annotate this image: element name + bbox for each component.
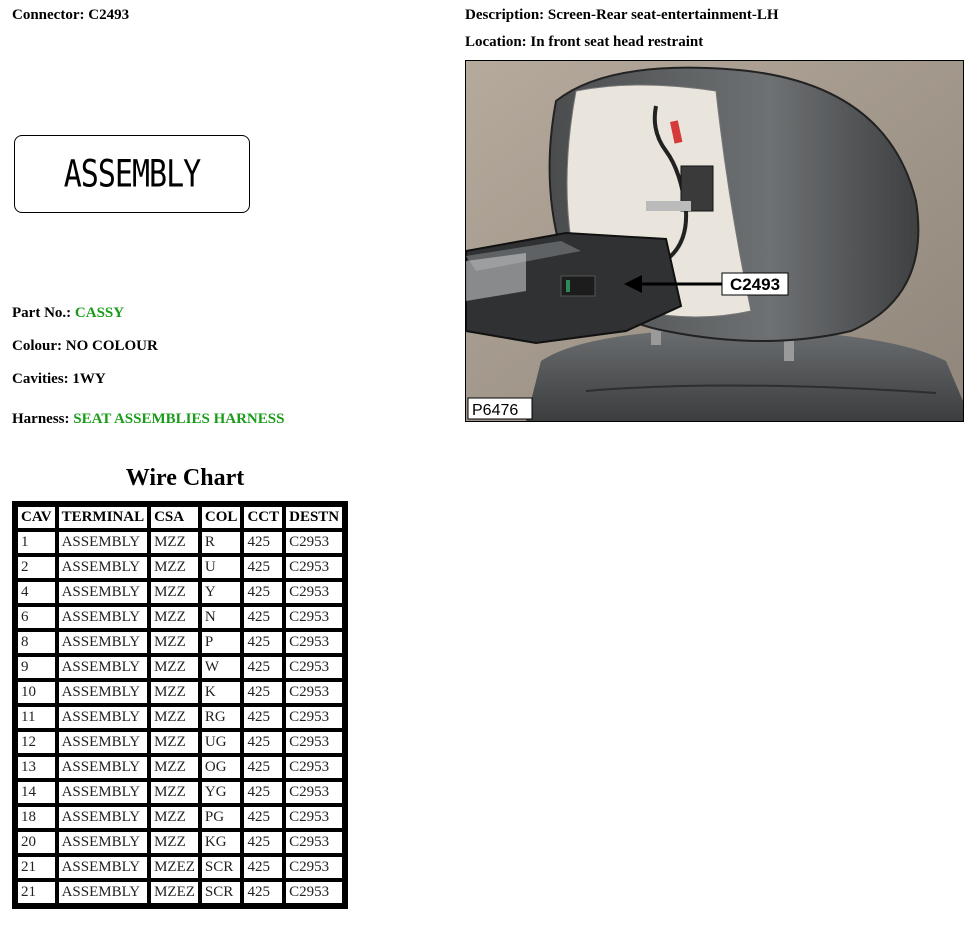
cavities-value: 1WY [72, 371, 106, 387]
table-cell-cct: 425 [243, 581, 283, 604]
table-cell-cav: 14 [17, 781, 56, 804]
table-row [17, 556, 343, 579]
table-cell-col: R [201, 531, 242, 554]
table-cell-col: SCR [201, 856, 242, 879]
table-cell-cct: 425 [243, 631, 283, 654]
table-cell-destn: C2953 [285, 531, 343, 554]
assembly-box-text: ASSEMBLY [63, 152, 201, 196]
column-header-col: COL [201, 506, 242, 529]
table-cell-col: P [201, 631, 242, 654]
table-cell-col: YG [201, 781, 242, 804]
table-cell-csa: MZZ [150, 756, 199, 779]
description-value: Screen-Rear seat-entertainment-LH [547, 7, 779, 23]
table-cell-destn: C2953 [285, 656, 343, 679]
description-label: Description: [465, 7, 545, 23]
table-cell-csa: MZZ [150, 631, 199, 654]
colour-line [12, 337, 158, 355]
table-row [17, 781, 343, 804]
table-cell-cct: 425 [243, 556, 283, 579]
colour-label: Colour: [12, 338, 62, 354]
table-cell-cav: 8 [17, 631, 56, 654]
table-cell-destn: C2953 [285, 881, 343, 904]
connector-value: C2493 [88, 7, 130, 23]
table-row [17, 706, 343, 729]
table-row [17, 881, 343, 904]
table-cell-col: SCR [201, 881, 242, 904]
location-value: In front seat head restraint [530, 34, 704, 50]
table-cell-col: U [201, 556, 242, 579]
table-cell-csa: MZZ [150, 581, 199, 604]
table-cell-col: OG [201, 756, 242, 779]
harness-line [12, 410, 284, 428]
location-label: Location: [465, 34, 527, 50]
table-row [17, 656, 343, 679]
table-cell-col: PG [201, 806, 242, 829]
harness-label: Harness: [12, 411, 70, 427]
table-row [17, 856, 343, 879]
table-cell-terminal: ASSEMBLY [58, 806, 149, 829]
table-cell-destn: C2953 [285, 706, 343, 729]
table-cell-destn: C2953 [285, 781, 343, 804]
table-row [17, 531, 343, 554]
table-cell-cav: 21 [17, 856, 56, 879]
table-cell-cav: 4 [17, 581, 56, 604]
table-cell-destn: C2953 [285, 606, 343, 629]
table-cell-col: K [201, 681, 242, 704]
table-cell-cav: 10 [17, 681, 56, 704]
table-row [17, 731, 343, 754]
table-cell-destn: C2953 [285, 631, 343, 654]
table-cell-cav: 1 [17, 531, 56, 554]
table-row [17, 606, 343, 629]
table-cell-cav: 2 [17, 556, 56, 579]
table-cell-csa: MZZ [150, 831, 199, 854]
table-cell-destn: C2953 [285, 681, 343, 704]
table-cell-cav: 18 [17, 806, 56, 829]
connector-location-photo [465, 60, 964, 422]
table-cell-destn: C2953 [285, 556, 343, 579]
location-line [465, 33, 703, 51]
table-cell-terminal: ASSEMBLY [58, 681, 149, 704]
table-cell-terminal: ASSEMBLY [58, 831, 149, 854]
table-cell-terminal: ASSEMBLY [58, 706, 149, 729]
description-line [465, 6, 779, 24]
table-cell-cav: 13 [17, 756, 56, 779]
column-header-cav: CAV [17, 506, 56, 529]
photo-id: P6476 [472, 402, 519, 419]
table-cell-cav: 20 [17, 831, 56, 854]
table-cell-terminal: ASSEMBLY [58, 556, 149, 579]
table-cell-cct: 425 [243, 656, 283, 679]
connector-line [12, 6, 129, 24]
table-cell-csa: MZZ [150, 806, 199, 829]
table-cell-csa: MZZ [150, 556, 199, 579]
wire-chart-table [12, 501, 348, 909]
harness-link[interactable]: SEAT ASSEMBLIES HARNESS [73, 411, 285, 427]
cavities-label: Cavities: [12, 371, 69, 387]
table-cell-csa: MZZ [150, 681, 199, 704]
table-cell-terminal: ASSEMBLY [58, 581, 149, 604]
table-row [17, 681, 343, 704]
table-cell-cct: 425 [243, 756, 283, 779]
table-cell-cct: 425 [243, 531, 283, 554]
table-cell-col: RG [201, 706, 242, 729]
table-cell-cav: 9 [17, 656, 56, 679]
table-cell-terminal: ASSEMBLY [58, 781, 149, 804]
table-cell-cct: 425 [243, 856, 283, 879]
table-cell-csa: MZEZ [150, 881, 199, 904]
part-no-line [12, 304, 124, 322]
table-cell-cct: 425 [243, 881, 283, 904]
table-cell-cct: 425 [243, 731, 283, 754]
table-cell-terminal: ASSEMBLY [58, 656, 149, 679]
table-row [17, 831, 343, 854]
table-cell-cav: 12 [17, 731, 56, 754]
table-cell-csa: MZZ [150, 531, 199, 554]
colour-value: NO COLOUR [65, 338, 158, 354]
table-cell-col: N [201, 606, 242, 629]
column-header-destn: DESTN [285, 506, 343, 529]
table-cell-cct: 425 [243, 806, 283, 829]
cavities-line [12, 370, 106, 388]
table-cell-destn: C2953 [285, 806, 343, 829]
table-cell-terminal: ASSEMBLY [58, 606, 149, 629]
table-cell-cct: 425 [243, 781, 283, 804]
table-cell-destn: C2953 [285, 581, 343, 604]
table-cell-csa: MZZ [150, 731, 199, 754]
table-cell-cct: 425 [243, 706, 283, 729]
table-cell-col: Y [201, 581, 242, 604]
table-cell-col: W [201, 656, 242, 679]
table-cell-terminal: ASSEMBLY [58, 531, 149, 554]
table-cell-cct: 425 [243, 606, 283, 629]
table-cell-destn: C2953 [285, 756, 343, 779]
table-row [17, 806, 343, 829]
photo-callout: C2493 [729, 275, 781, 294]
part-no-label: Part No.: [12, 305, 72, 321]
table-cell-col: KG [201, 831, 242, 854]
table-cell-destn: C2953 [285, 856, 343, 879]
assembly-box [14, 135, 250, 213]
table-row [17, 756, 343, 779]
table-cell-csa: MZZ [150, 656, 199, 679]
table-cell-terminal: ASSEMBLY [58, 731, 149, 754]
table-cell-cav: 11 [17, 706, 56, 729]
table-cell-cct: 425 [243, 831, 283, 854]
table-cell-terminal: ASSEMBLY [58, 856, 149, 879]
part-no-link[interactable]: CASSY [74, 305, 125, 321]
column-header-terminal: TERMINAL [58, 506, 149, 529]
table-cell-csa: MZZ [150, 706, 199, 729]
table-row [17, 631, 343, 654]
table-cell-csa: MZEZ [150, 856, 199, 879]
table-row [17, 581, 343, 604]
table-cell-csa: MZZ [150, 606, 199, 629]
wire-chart-title: Wire Chart [125, 465, 245, 491]
table-cell-destn: C2953 [285, 731, 343, 754]
table-cell-destn: C2953 [285, 831, 343, 854]
table-cell-cav: 6 [17, 606, 56, 629]
table-cell-cav: 21 [17, 881, 56, 904]
connector-label: Connector: [12, 7, 85, 23]
wire-chart-header-row [17, 506, 343, 529]
table-cell-terminal: ASSEMBLY [58, 881, 149, 904]
table-cell-terminal: ASSEMBLY [58, 631, 149, 654]
table-cell-terminal: ASSEMBLY [58, 756, 149, 779]
column-header-cct: CCT [243, 506, 283, 529]
table-cell-cct: 425 [243, 681, 283, 704]
table-cell-col: UG [201, 731, 242, 754]
wire-chart-body [17, 531, 343, 904]
table-cell-csa: MZZ [150, 781, 199, 804]
column-header-csa: CSA [150, 506, 199, 529]
